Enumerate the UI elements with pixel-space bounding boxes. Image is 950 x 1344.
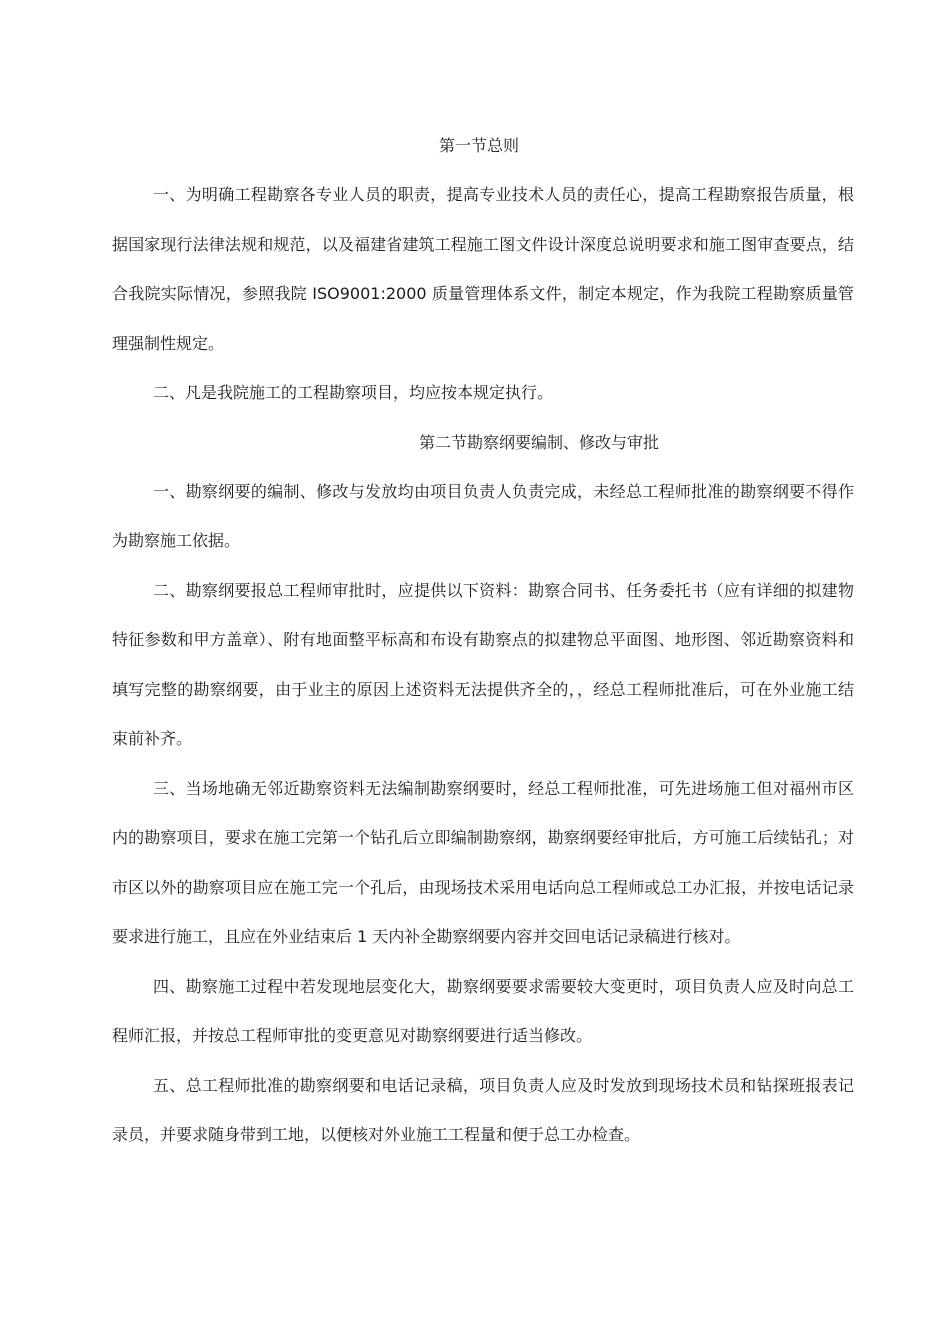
section-1-paragraph-1: 一、为明确工程勘察各专业人员的职责，提高专业技术人员的责任心，提高工程勘察报告质量，根据国家现行法律法规和规范，以及福建省建筑工程施工图文件设计深度总说明要求和施工图审查要点，结合我院实际情况，参照我院 ISO9001:2000 质量管理体系文件，制定本规定，作为我院工程勘察质量管理强制性规定。: [112, 185, 854, 353]
section-2-title: 第二节勘察纲要编制、修改与审批: [419, 432, 660, 452]
section-2-paragraph-2: 二、勘察纲要报总工程师审批时，应提供以下资料：勘察合同书、任务委托书（应有详细的拟建物特征参数和甲方盖章）、附有地面整平标高和布设有勘察点的拟建物总平面图、地形图、邻近勘察资料和填写完整的勘察纲要，由于业主的原因上述资料无法提供齐全的，，经总工程师批准后，可在外业施工结束前补齐。: [112, 580, 854, 748]
section-2-paragraph-3: 三、当场地确无邻近勘察资料无法编制勘察纲要时，经总工程师批准，可先进场施工但对福州市区内的勘察项目，要求在施工完第一个钻孔后立即编制勘察纲，勘察纲要经审批后，方可施工后续钻孔；对市区以外的勘察项目应在施工完一个孔后，由现场技术采用电话向总工程师或总工办汇报，并按电话记录要求进行施工，且应在外业结束后 1 天内补全勘察纲要内容并交回电话记录稿进行核对。: [112, 778, 854, 946]
section-1-paragraph-2: 二、凡是我院施工的工程勘察项目，均应按本规定执行。: [153, 383, 554, 402]
section-2-paragraph-4: 四、勘察施工过程中若发现地层变化大，勘察纲要要求需要较大变更时，项目负责人应及时向总工程师汇报，并按总工程师审批的变更意见对勘察纲要进行适当修改。: [112, 976, 854, 1045]
section-1-title: 第一节总则: [439, 136, 520, 155]
document-body: [112, 121, 854, 1160]
section-2-paragraph-1: 一、勘察纲要的编制、修改与发放均由项目负责人负责完成，未经总工程师批准的勘察纲要不得作为勘察施工依据。: [112, 481, 854, 550]
section-2-paragraph-5: 五、总工程师批准的勘察纲要和电话记录稿，项目负责人应及时发放到现场技术员和钻探班报表记录员，并要求随身带到工地，以便核对外业施工工程量和便于总工办检查。: [112, 1075, 854, 1144]
